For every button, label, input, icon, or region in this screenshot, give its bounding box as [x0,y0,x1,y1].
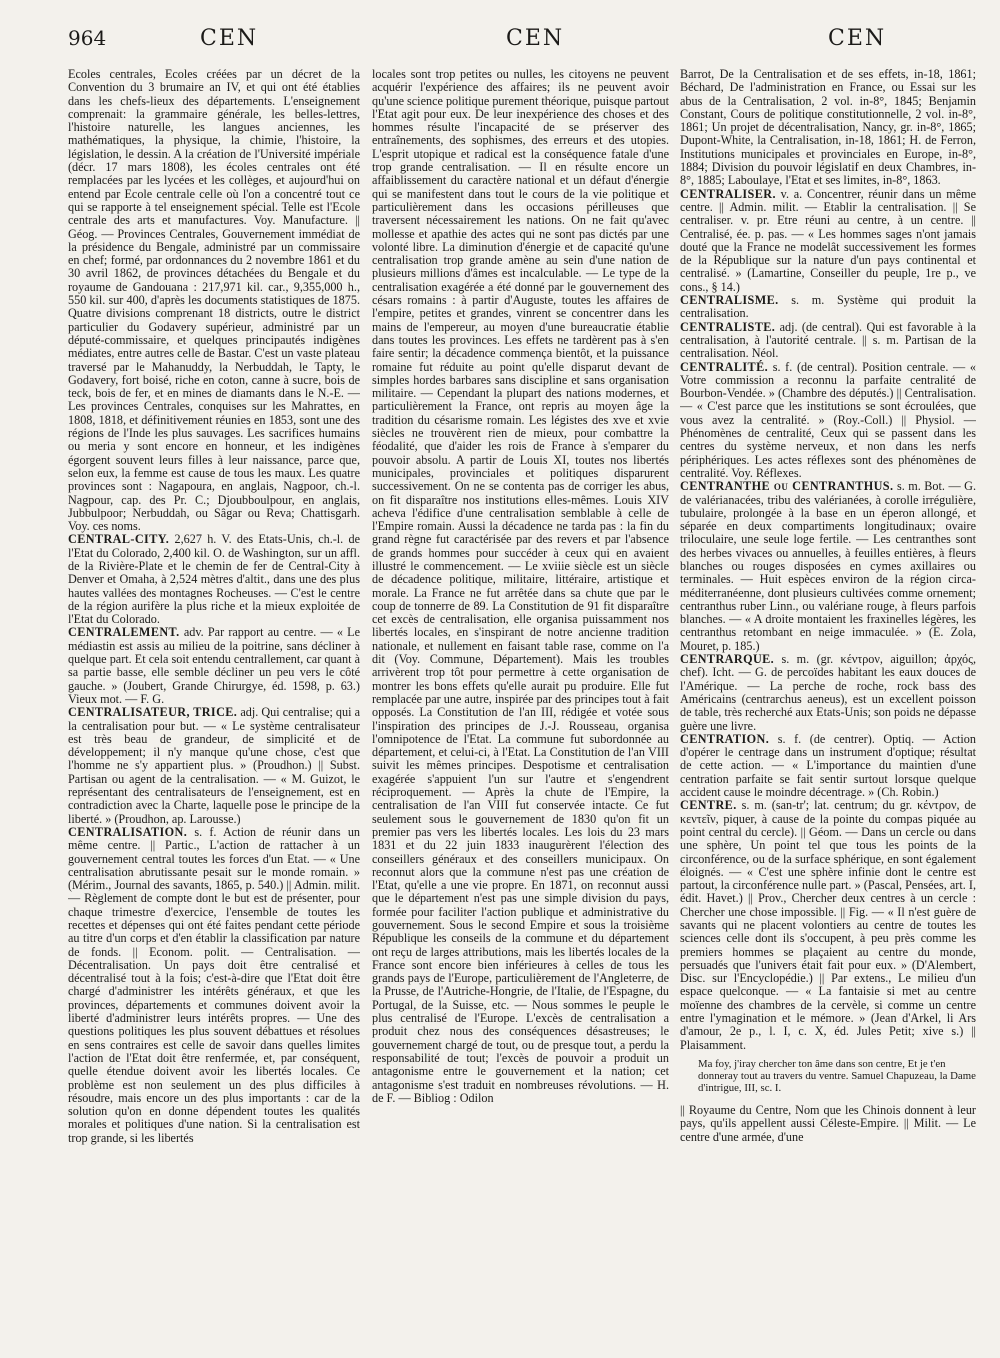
entry-text: s. f. Action de réunir dans un même centre. || Partic., L'action de rattacher à un gouvernement central toutes les forces d'un Etat. — « Une centralisation abrutissante pesait sur le monde romain. » (Mérim., Journal des savants, 1865, p. 540.) || Admin. milit. — Règlement de compte dont le but est de présenter, pour chaque trimestre d'exercice, l'ensemble de toutes les recettes et dépenses qui ont été faites pendant cette période au titre d'un corps et d'en établir la classification par nature de fonds. || Econom. polit. — Centralisation. — Décentralisation. Un pays doit être centralisé et décentralisé tout à la fois; c'est-à-dire que l'Etat doit être chargé d'administrer les intérêts généraux, et que les provinces, départements et communes doivent avoir la liberté d'administrer leurs intérêts propres. — Une des questions politiques les plus souvent débattues et résolues en sens contraires est celle de savoir dans quelles limites l'action de l'Etat doit être renfermée, et, par conséquent, quelle étendue doivent avoir les libertés locales. Ce problème est non seulement un des plus difficiles à résoudre, mais encore un des plus importants : car de la solution qu'on en donne dépendent toutes les qualités morales et politiques d'une nation. Si la centralisation est trop grande, si les libertés [68,824,360,1145]
entry-headword: CENTRAL-CITY. [68,532,170,547]
dictionary-entry [680,799,976,1052]
entry-text: adj. Qui centralise; qui a la centralisation pour but. — « Le système centralisateur est très beau de grandeur, de simplicité et de développement; il n'y manque qu'une chose, c'est que l'homme ne s'y appartient plus. » (Proudhon.) || Subst. Partisan ou agent de la centralisation. — « M. Guizot, le représentant des centralisateurs de l'enseignement, est en contradiction avec la Charte, laquelle pose le principe de la liberté. » (Proudhon, ap. Larousse.) [68,705,360,826]
dictionary-entry [68,826,360,1145]
dictionary-entry [680,68,976,188]
entry-text: locales sont trop petites ou nulles, les citoyens ne peuvent acquérir l'expérience des affaires; ils ne peuvent avoir qu'une science politique purement théorique, puisque partout l'Etat agit pour eux. De leur inexpérience des choses et des hommes résulte l'incapacité de se préserver des entraînements, des sophismes, des erreurs et des utopies. L'esprit utopique et radical est la conséquence fatale d'une trop grande centralisation. — Il en résulte encore un affaiblissement du caractère national et un défaut d'énergie qui se manifestent dans tout le cours de la vie politique et particulièrement dans les occasions périlleuses que traversent nécessairement les nations. On ne fait qu'avec mollesse et apathie des actes qui ne sont pas dictés par une volonté libre. La diminution d'énergie et de capacité qu'une centralisation trop grande amène au sein d'une nation de plusieurs millions d'âmes est incalculable. — Le type de la centralisation exagérée a été donné par le gouvernement des césars romains : à partir d'Auguste, toutes les affaires de l'empire, petites et grandes, vinrent se concentrer dans les mains de l'empereur, au moyen d'une bureaucratie établie dans toutes les provinces. Les effets ne tardèrent pas à s'en faire sentir; la décadence commença bientôt, et la puissance romaine fut réduite au point qu'elle disparut devant de simples hordes barbares sans discipline et sans organisation militaire. — Cependant la plupart des nations modernes, et particulièrement la France, ont repris au moyen âge la tradition du césarisme romain. Les légistes des xve et xvie siècles ne trouvèrent rien de mieux, pour combattre la féodalité, que d'aider les rois de France à s'emparer du pouvoir absolu. A partir de Louis XI, toutes nos libertés municipales, provinciales et politiques disparurent successivement. On ne se contenta pas de corriger les abus, on fit disparaître nos institutions elles-mêmes. Louis XIV acheva l'édifice d'une centralisation semblable à celle de l'Empire romain. Aussi la décadence ne tarda pas : la fin du grand règne fut caractérisée par des revers et par l'absence de grands hommes pour succéder à ceux qui en avaient illustré le commencement. — Le xviiie siècle est un siècle de décadence politique, militaire, littéraire, artistique et morale. La France ne fut arrêtée dans sa chute que par le coup de tonnerre de 89. La Constitution de 91 fit disparaître cet excès de centralisation, elle organisa puissamment nos libertés locales, en s'inspirant de notre ancienne tradition nationale, et nullement en faisant table rase, comme on l'a dit (Voy. Commune, Département). Mais les troubles arrivèrent trop tôt pour permettre à cette organisation de montrer les bons effets qu'elle aurait pu produire. Elle fut remplacée par une autre, inspirée par des principes tout à fait opposés. La Constitution de l'an III, rédigée et votée sous l'inspiration des principes de J.-J. Rousseau, organisa l'omnipotence de l'Etat. La commune fut subordonnée au département, et celui-ci, à l'Etat. La Constitution de l'an VIII suivit les mêmes principes. Despotisme et centralisation exagérée s'appuient l'un sur l'autre et s'engendrent réciproquement. — Après la chute de l'Empire, la centralisation de l'an VIII fut conservée intacte. Ce fut seulement sous le gouvernement de 1830 qu'on fit un premier pas vers les libertés locales. Les lois du 23 mars 1831 et du 22 juin 1833 inaugurèrent l'élection des conseillers généraux et des conseillers municipaux. On reconnut alors que la commune n'est pas une création de l'Etat, qu'elle a une vie propre. En 1871, on reconnut aussi que le département n'est pas une simple division du pays, formée pour faciliter l'action publique et administrative du gouvernement. Sous le second Empire et sous la troisième République les conseils de la commune et du département ont reçu de larges attributions, mais les libertés locales de la France sont encore bien inférieures à celles de tous les grands pays de l'Europe, particulièrement de l'Angleterre, de la Prusse, de l'Autriche-Hongrie, de l'Italie, de l'Espagne, du Portugal, de la Suisse, etc. — Nous sommes le peuple le plus centralisé de l'Europe. L'excès de centralisation a produit chez nous des conséquences désastreuses; le gouvernement chargé de tout, ou de presque tout, a perdu la responsabilité de tout; l'excès de pouvoir a produit un antagonisme entre le gouvernement et la nation; cet antagonisme s'est traduit en nombreuses révolutions. — H. de F. — Bibliog : Odilon [372,68,669,1105]
entry-text: Ma foy, j'iray chercher ton âme dans son centre, Et je t'en donneray tout au travers du ventre. Samuel Chapuzeau, la Dame d'intrigue, III, sc. I. [698,1057,976,1094]
dictionary-entry [680,361,976,481]
dictionary-entry [680,294,976,321]
page-number: 964 [68,26,107,50]
dictionary-entry [68,68,360,533]
entry-headword: CENTRATION. [680,731,770,746]
entry-text: 2,627 h. V. des Etats-Unis, ch.-l. de l'Etat du Colorado, 2,400 kil. O. de Washington, sur un affl. de la Rivière-Plate et le chemin de fer de Central-City à Denver et Omaha, à 2,524 mètres d'altit., dans une des plus hautes vallées des montagnes Rocheuses. — C'est le centre de la région aurifère la plus riche et la mieux exploitée de l'Etat du Colorado. [68,532,360,627]
dictionary-entry [372,68,669,1105]
dictionary-entry [68,626,360,706]
dictionary-entry [680,188,976,294]
entry-headword: CENTRARQUE. [680,652,775,667]
entry-text: s. f. (de centrer). Optiq. — Action d'opérer le centrage dans un instrument d'optique; résultat de cette action. — « L'importance du maintien d'une centration parfaite se fait sentir surtout lorsque quelque accident cause le moindre décentrage. » (Ch. Robin.) [680,731,976,800]
dictionary-entry [680,321,976,361]
entry-text: adj. (de central). Qui est favorable à la centralisation, à l'autorité centrale. || s. m. Partisan de la centralisation. Néol. [680,319,976,361]
dictionary-entry [680,653,976,733]
entry-text: v. a. Concentrer, réunir dans un même centre. || Admin. milit. — Etablir la centralisation. || Se centraliser. v. pr. Etre réuni au centre, à un centre. || Centralisé, ée. p. pas. — « Les hommes sages n'ont jamais douté que la France ne modelât successivement les formes de la République sur la nature d'un pays continental et centralisé. » (Lamartine, Conseiller du peuple, 1re p., ve cons., § 14.) [680,186,976,294]
guide-word-right: CEN [828,26,887,51]
verse-quote [698,1058,976,1094]
dictionary-entry [680,733,976,799]
dictionary-entry [680,1104,976,1144]
entry-text: || Royaume du Centre, Nom que les Chinois donnent à leur pays, qu'ils appellent aussi Céleste-Empire. || Milit. — Le centre d'une armée, d'une [680,1102,976,1144]
entry-text: Barrot, De la Centralisation et de ses effets, in-18, 1861; Béchard, De l'administration en France, ou Essai sur les abus de la Centralisation, 2 vol. in-8°, 1845; Benjamin Constant, Cours de politique constitutionnelle, 2 vol. in-8°, 1861; Un projet de décentralisation, Nancy, gr. in-8°, 1865; Dupont-White, la Centralisation, in-18, 1861; H. de Ferron, Institutions municipales et provinciales en Europe, in-8°, 1884; Division du pouvoir législatif en deux Chambres, in-8°, 1885; Laboulaye, l'Etat et ses limites, in-8°, 1863. [680,68,976,188]
entry-headword: CENTRALISME. [680,293,779,308]
text-column-2 [372,68,669,1340]
entry-text: adv. Par rapport au centre. — « Le médiastin est assis au milieu de la poitrine, sans décliner à quelque part. Et cela soit entendu centrallement, car quant à sa partie basse, elle semble décliner un peu vers le côté gauche. » (Joubert, Grande Chirurgye, éd. 1598, p. 63.) Vieux mot. — F. G. [68,625,360,706]
text-column-3 [680,68,976,1340]
entry-headword: CENTRALISATION. [68,824,188,839]
dictionary-entry [68,533,360,626]
entry-text: s. m. Système qui produit la centralisation. [680,293,976,321]
guide-word-center: CEN [506,26,565,51]
entry-headword: CENTRALITÉ. [680,359,769,374]
guide-word-left: CEN [200,26,259,51]
entry-headword: CENTRALISER. [680,186,776,201]
entry-headword: CENTRALISTE. [680,319,776,334]
entry-headword: CENTRALISATEUR, TRICE. [68,705,238,720]
entry-text: s. f. (de central). Position centrale. — « Votre commission a reconnu la parfaite centralité de Bourbon-Vendée. » (Chambre des députés.) || Centralisation. — « C'est parce que les institutions se sont écroulées, que vous avez la centralité. » (Roy.-Coll.) || Physiol. — Phénomènes de centralité, Ceux qui se passent dans les centres du système nerveux, et non dans les nerfs périphériques. Les actes réflexes sont des phénomènes de centralité. Voy. Réflexes. [680,359,976,480]
dictionary-entry [680,480,976,653]
entry-text: s. m. (gr. κέντρον, aiguillon; ἀρχός, chef). Icht. — G. de percoïdes habitant les eaux douces de l'Amérique. — La perche de roche, rock bass des Américains (centrarchus aeneus), est un excellent poisson de table, très recherché aux Etats-Unis; son poids ne dépasse guère une livre. [680,652,976,733]
text-column-1 [68,68,360,1340]
entry-headword: CENTRALEMENT. [68,625,180,640]
entry-headword: CENTRANTHE ou CENTRANTHUS. [680,479,894,494]
entry-headword: CENTRE. [680,798,737,813]
entry-text: s. m. Bot. — G. de valérianacées, tribu des valérianées, à corolle irrégulière, tubulaire, prolongée à la base en un éperon allongé, et séparée en deux compartiments longitudinaux; ovaire triloculaire, une seule loge fertile. — Les centranthes sont des herbes vivaces ou annuelles, à feuilles entières, à fleurs blanches ou rouges disposées en cymes axillaires ou terminales. — Huit espèces environ de la région circa-méditerranéenne, dont plusieurs cultivées comme ornement; centranthus ruber Linn., ou valériane rouge, à fleurs parfois blanches. — « A droite montaient les fraxinelles légères, les centranthus retombant en neige immaculée. » (E. Zola, Mouret, p. 185.) [680,479,976,653]
entry-text: s. m. (san-tr'; lat. centrum; du gr. κέντρον, de κεντεῖν, piquer, à cause de la pointe du compas piquée au point central du cercle). || Géom. — Dans un cercle ou dans une sphère, Un point tel que tous les points de la circonférence, ou de la surface sphérique, en sont également éloignés. — « C'est une sphère infinie dont le centre est partout, la circonférence nulle part. » (Pascal, Pensées, art. I, édit. Havet.) || Prov., Chercher deux centres à un cercle : Chercher une chose impossible. || Fig. — « Il n'est guère de savants qui ne placent volontiers au centre de toutes les sciences celle dont ils s'occupent, à peu près comme les premiers hommes se plaçaient au centre du monde, persuadés que l'univers était fait pour eux. » (D'Alembert, Disc. sur l'Encyclopédie.) || Par extens., Le milieu d'un espace quelconque. — « La fantaisie si met au centre moïenne des chambres de la cervèle, si comme un centre entre l'ymagination et le mémore. » (Jean d'Arkel, li Ars d'amour, 2e p., l. I, c. X, éd. Jules Petit; xive s.) || Plaisamment. [680,798,976,1052]
entry-text: Ecoles centrales, Ecoles créées par un décret de la Convention du 3 brumaire an IV, et qui ont été établies dans les chefs-lieux des départements. L'enseignement comprenait: la grammaire générale, les belles-lettres, l'histoire naturelle, les langues anciennes, les mathématiques, la physique, la chimie, l'histoire, la législation, le dessin. A la création de l'Université impériale (décr. 17 mars 1808), les écoles centrales ont été remplacées par les lycées et les collèges, et aujourd'hui on entend par Ecole centrale celle où l'on a concentré tout ce qui se rapporte à tel enseignement spécial. Telle est l'Ecole centrale des arts et manufactures. Voy. Manufacture. || Géog. — Provinces Centrales, Gouvernement immédiat de la présidence du Bengale, administré par un commissaire en chef; formé, par ordonnances du 2 novembre 1861 et du 30 avril 1862, de provinces détachées du Bengale et du royaume de Gandouana : 217,971 kil. car., 9,355,000 h., 550 kil. sur 400, d'après les documents statistiques de 1875. Quatre divisions comprenant 18 districts, outre le district particulier du Godavery supérieur, administré par un député-commissaire, et quelques principautés indigènes médiates, entre autres celle de Bastar. C'est un vaste plateau traversé par le Mahanuddy, la Nerbuddah, le Tapty, le Godavery, fort boisé, riche en coton, canne à sucre, bois de teck, bois de fer, et en mines de diamants dans le N.-E. — Les provinces Centrales, conquises sur les Mahrattes, en 1808, 1818, et définitivement réunies en 1853, sont une des régions de l'Inde les plus sauvages. Les sacrifices humains ou meria y sont encore en honneur, et les indigènes égorgent souvent leurs filles à leur naissance, parce que, selon eux, la femme est cause de tous les maux. Les quatre provinces sont : Nagapoura, en anglais, Nagpoor, ch.-l. Nagpour, cap. des Pr. C.; Djoubboulpour, en anglais, Jubbulpoor; Nerbuddah, ou Sâgar ou Reva; Chattisgarh. Voy. ces noms. [68,68,360,534]
dictionary-entry [68,706,360,826]
